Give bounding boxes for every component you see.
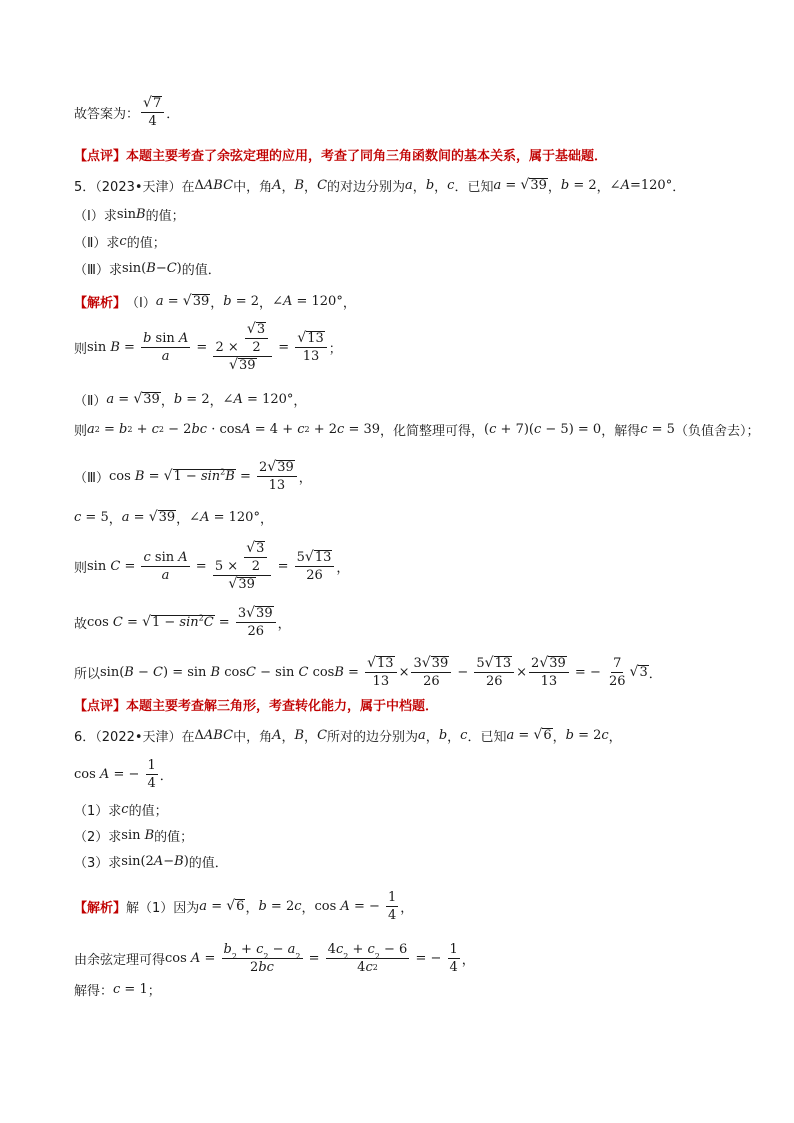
solution-5-sinC: 则 sin C = c sin A a = 5 × √ 3 2 √ 39 = 5 √ 13 26 ， <box>74 540 350 592</box>
solution-5-cosB: （Ⅲ） cos B = √ $1 - \sin^2B$ = 2 √ 39 13 ， <box>74 459 312 493</box>
solution-5-cosine-law: 则 a 2 = b 2 + c 2 − 2 bc · cos A = 4 + c 2 + 2 c = 39 ，化简整理可得， ( c + 7)( c − 5) = 0 ，解得 c = 5 （负值舍去）； <box>74 422 760 439</box>
question-5-part3: （Ⅲ）求 sin( B − C ) 的值． <box>74 261 221 278</box>
comment-2: 【点评】 本题主要考查解三角形，考查转化能力，属于中档题． <box>74 699 439 714</box>
question-6-cosA: cos A = − $\frac{1}{4}$ ． <box>74 758 173 791</box>
solution-5-restate: c = 5 ， a = √ 39 ， ∠ A = 120° ， <box>74 509 273 527</box>
answer-fraction: √ 7 4 <box>141 96 164 129</box>
solution-6-solved: 解得： c = 1 ； <box>74 982 161 999</box>
question-5-stem: 5．（2023•天津）在 Δ ABC 中，角 A ， B ， C 的对边分别为 a ， b ， c ．已知 a = √ 39 ， b = 2 ， ∠ A = 120° ． <box>74 177 686 195</box>
question-5-part2: （Ⅱ）求 c 的值； <box>74 234 166 251</box>
solution-5-sinB: 则 sin B = b sin A a = 2 × √ 3 2 √ 39 = √ 13 13 ； <box>74 321 342 373</box>
question-6-stem: 6．（2022•天津）在 Δ ABC 中，角 A ， B ， C 所对的边分别为 a ， b ， c ．已知 a = √ 6 ， b = 2 c ， <box>74 727 622 745</box>
comment-1: 【点评】 本题主要考查了余弦定理的应用，考查了同角三角函数间的基本关系，属于基础题． <box>74 149 608 164</box>
solution-6-given: 【解析】 解（1）因为 a = √ 6 ， b = 2 c ， cos A = − $\frac{1}{4}$ ， <box>74 890 414 923</box>
solution-5-cosC: 故 cos C = √ $1 - \sin^2C$ = 3 √ 39 26 ， <box>74 605 291 639</box>
solution-6-cosine-law: 由余弦定理可得 cos A = b 2 + c 2 − a 2 2 bc = 4 c 2 + c 2 − 6 4 c 2 = − $\frac{1}{4}$ ， <box>74 942 475 975</box>
question-6-part2: （2）求 sin B 的值； <box>74 828 194 845</box>
question-6-part1: （1）求 c 的值； <box>74 802 168 819</box>
solution-5-part2-given: （Ⅱ） a = √ 39 ， b = 2 ， ∠ A = 120° ， <box>74 391 307 409</box>
answer-line: 故答案为： √ 7 4 ． <box>74 95 180 129</box>
question-6-part3: （3）求 sin(2 A − B ) 的值． <box>74 854 228 871</box>
solution-5-result: 所以 sin( B − C ) = sin B cos C − sin C cos B = √ 13 13 × 3 √ 39 26 − 5 √ 13 26 × 2 √ 39 13 = − $\frac{7}{26}$ √ 3 ． <box>74 655 662 689</box>
question-5-part1: （Ⅰ）求 sin B 的值； <box>74 207 185 224</box>
solution-5-given: 【解析】 （Ⅰ） a = √ 39 ， b = 2 ， ∠ A = 120° ， <box>74 293 356 311</box>
